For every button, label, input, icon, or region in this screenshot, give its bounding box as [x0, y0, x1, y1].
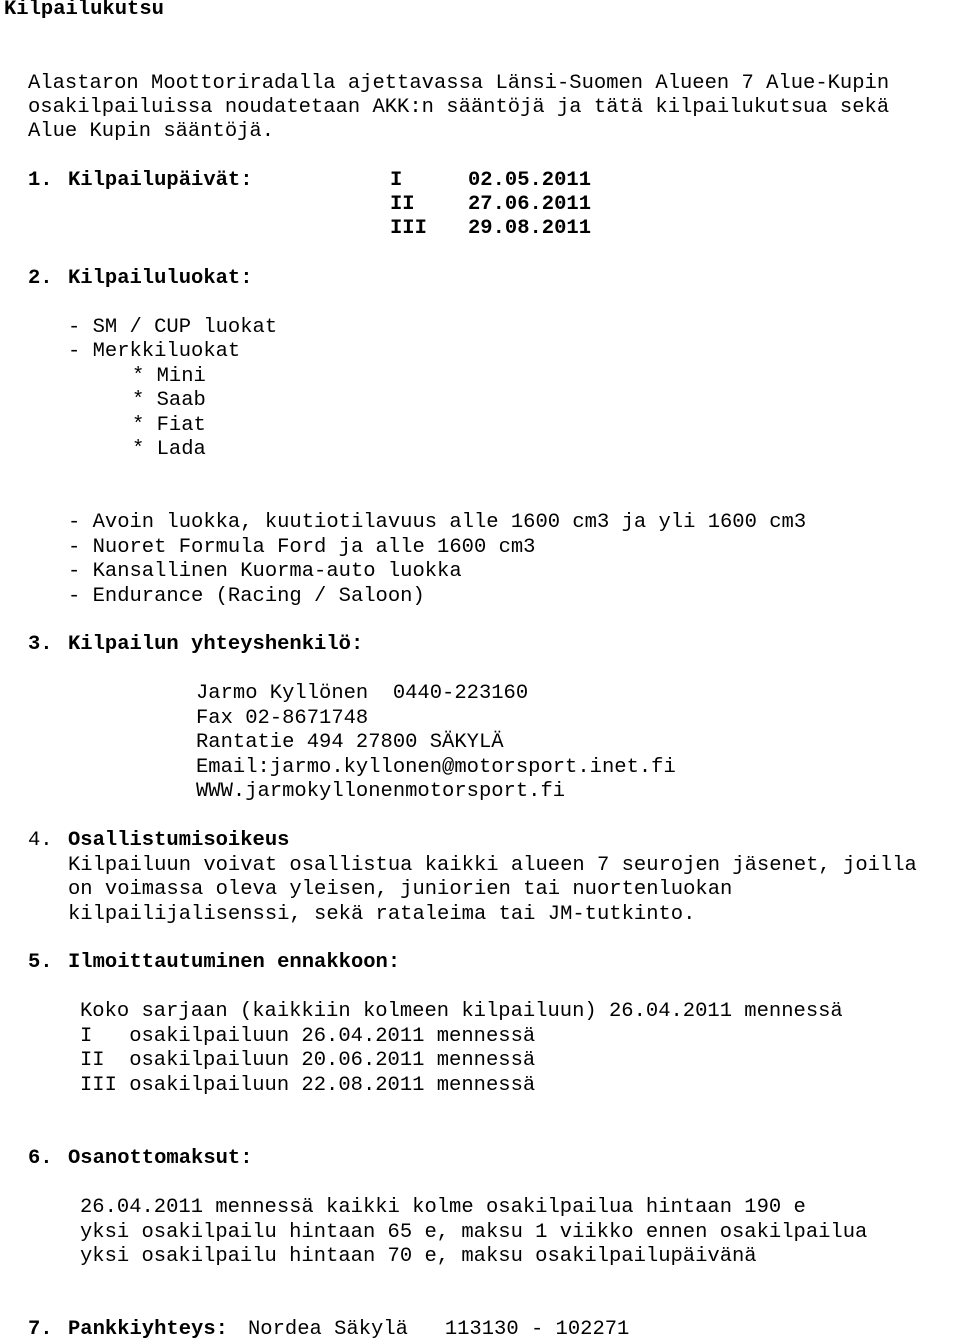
section-heading: Kilpailupäivät: [68, 169, 253, 192]
date-value: 02.05.2011 [468, 169, 592, 192]
section-heading: Ilmoittautuminen ennakkoon: [68, 951, 401, 974]
section-number: 2. [28, 267, 53, 290]
contact-email: Email:jarmo.kyllonen@motorsport.inet.fi [196, 756, 676, 779]
registration-line: I osakilpailuun 26.04.2011 mennessä [80, 1025, 536, 1048]
intro-line: Alue Kupin sääntöjä. [28, 120, 275, 143]
class-item: - Merkkiluokat [68, 340, 241, 363]
section-number: 3. [28, 633, 53, 656]
registration-line: III osakilpailuun 22.08.2011 mennessä [80, 1074, 536, 1097]
paragraph-line: on voimassa oleva yleisen, juniorien tai nuortenluokan [68, 878, 733, 901]
class-item: - Endurance (Racing / Saloon) [68, 585, 425, 608]
brand-item: * Lada [132, 438, 206, 461]
date-roman: I [390, 169, 403, 192]
section-number: 5. [28, 951, 53, 974]
class-item: - SM / CUP luokat [68, 316, 278, 339]
page-title: Kilpailukutsu [4, 0, 164, 21]
registration-line: II osakilpailuun 20.06.2011 mennessä [80, 1049, 536, 1072]
brand-item: * Mini [132, 365, 206, 388]
class-item: - Avoin luokka, kuutiotilavuus alle 1600 cm3 ja yli 1600 cm3 [68, 511, 807, 534]
contact-name-phone: Jarmo Kyllönen 0440-223160 [196, 682, 529, 705]
paragraph-line: Kilpailuun voivat osallistua kaikki alueen 7 seurojen jäsenet, joilla [68, 854, 917, 877]
fee-line: yksi osakilpailu hintaan 70 e, maksu osakilpailupäivänä [80, 1245, 757, 1268]
class-item: - Nuoret Formula Ford ja alle 1600 cm3 [68, 536, 536, 559]
bank-account: Nordea Säkylä 113130 - 102271 [248, 1318, 630, 1341]
date-value: 29.08.2011 [468, 217, 592, 240]
brand-item: * Fiat [132, 414, 206, 437]
contact-website: WWW.jarmokyllonenmotorsport.fi [196, 780, 566, 803]
section-number: 7. [28, 1318, 53, 1341]
registration-line: Koko sarjaan (kaikkiin kolmeen kilpailuun) 26.04.2011 mennessä [80, 1000, 843, 1023]
section-heading: Osallistumisoikeus [68, 829, 290, 852]
section-heading: Pankkiyhteys: [68, 1318, 228, 1341]
date-roman: III [390, 217, 427, 240]
paragraph-line: kilpailijalisenssi, sekä rataleima tai JM-tutkinto. [68, 903, 696, 926]
section-heading: Osanottomaksut: [68, 1147, 253, 1170]
brand-item: * Saab [132, 389, 206, 412]
section-number: 4. [28, 829, 53, 852]
intro-line: osakilpailuissa noudatetaan AKK:n sääntöjä ja tätä kilpailukutsua sekä [28, 96, 890, 119]
class-item: - Kansallinen Kuorma-auto luokka [68, 560, 462, 583]
fee-line: yksi osakilpailu hintaan 65 e, maksu 1 viikko ennen osakilpailua [80, 1221, 868, 1244]
intro-line: Alastaron Moottoriradalla ajettavassa Länsi-Suomen Alueen 7 Alue-Kupin [28, 72, 890, 95]
section-heading: Kilpailuluokat: [68, 267, 253, 290]
contact-fax: Fax 02-8671748 [196, 707, 369, 730]
contact-address: Rantatie 494 27800 SÄKYLÄ [196, 731, 504, 754]
date-roman: II [390, 193, 415, 216]
section-number: 6. [28, 1147, 53, 1170]
section-number: 1. [28, 169, 53, 192]
section-heading: Kilpailun yhteyshenkilö: [68, 633, 364, 656]
fee-line: 26.04.2011 mennessä kaikki kolme osakilpailua hintaan 190 e [80, 1196, 806, 1219]
date-value: 27.06.2011 [468, 193, 592, 216]
